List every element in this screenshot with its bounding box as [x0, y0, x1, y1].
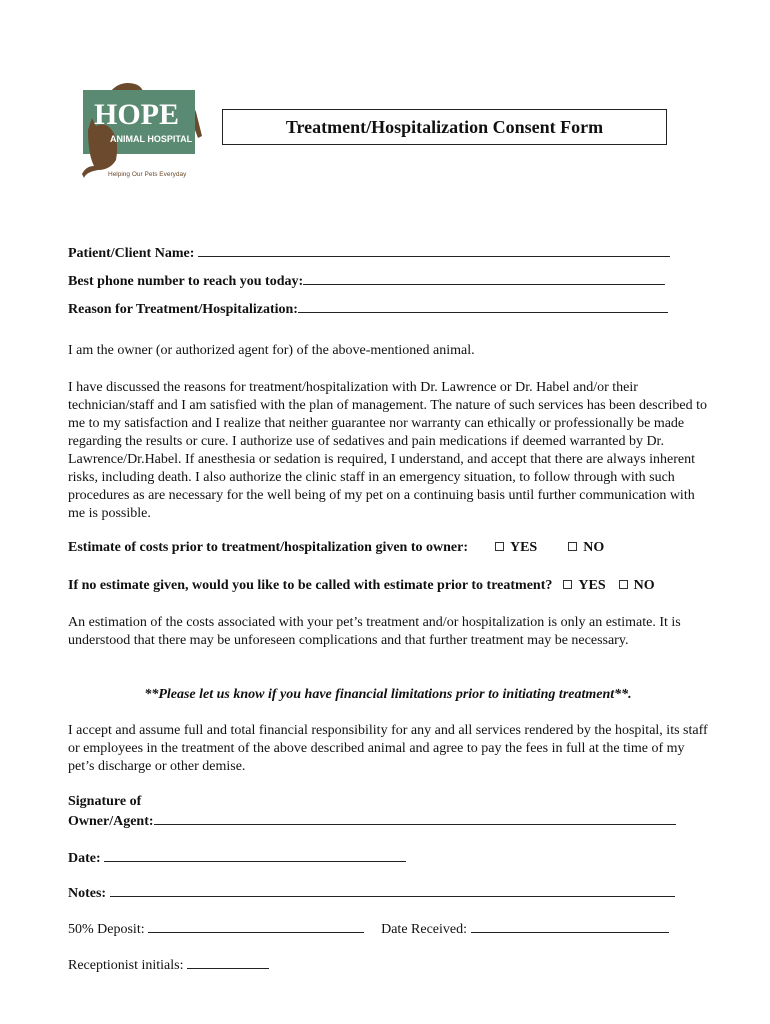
call-yes-label: YES — [578, 578, 606, 593]
form-title — [222, 109, 667, 145]
signature-label-line-2: Owner/Agent: — [68, 814, 154, 829]
responsibility-paragraph: I accept and assume full and total financial responsibility for any and all services rendered by the hospital, its staff or employees in the treatment of the above described animal and agree to pay the fees in full at the time of my pet’s discharge or other demise. — [68, 723, 708, 774]
hope-animal-hospital-logo — [80, 78, 208, 182]
notes-label: Notes: — [68, 886, 107, 901]
signature-field[interactable] — [154, 811, 676, 825]
call-question: If no estimate given, would you like to be called with estimate prior to treatment? — [68, 578, 553, 593]
form-title-text: Treatment/Hospitalization Consent Form — [285, 116, 604, 137]
reason-field[interactable] — [298, 299, 668, 313]
phone-field[interactable] — [303, 271, 665, 285]
call-yes-checkbox[interactable] — [563, 580, 572, 589]
receptionist-label: Receptionist initials: — [68, 958, 184, 973]
call-no-label: NO — [633, 578, 655, 593]
call-no-checkbox[interactable] — [619, 580, 628, 589]
phone-row — [68, 271, 665, 291]
notes-row — [68, 883, 675, 903]
reason-label: Reason for Treatment/Hospitalization: — [68, 302, 298, 317]
signature-label-line-1: Signature of — [68, 794, 142, 809]
reason-row — [68, 299, 668, 319]
financial-note: **Please let us know if you have financial limitations prior to initiating treatment**. — [144, 687, 632, 702]
logo-name: HOPE — [94, 98, 180, 131]
date-received-label: Date Received: — [381, 922, 468, 937]
estimate-no-label: NO — [583, 540, 605, 555]
estimate-row — [68, 539, 604, 557]
owner-statement: I am the owner (or authorized agent for) of the above-mentioned animal. — [68, 343, 475, 358]
patient-name-row — [68, 243, 670, 263]
estimate-paragraph: An estimation of the costs associated with your pet’s treatment and/or hospitalization is only an estimate. It is understood that there may be unforeseen complications and that further treatment may be necessary. — [68, 615, 681, 648]
discussion-paragraph: I have discussed the reasons for treatment/hospitalization with Dr. Lawrence or Dr. Habel and/or their technician/staff and I am satisfied with the plan of management. The nature of such services has been described to me to my satisfaction and I realize that neither guarantee nor warranty can ethically or professionally be made regarding the results or cure. I authorize use of sedatives and pain medications if deemed warranted by Dr. Lawrence/Dr.Habel. If anesthesia or sedation is required, I understand, and accept that there are always inherent risks, including death. I also authorize the clinic staff in an emergency situation, to follow through with such procedures as are necessary for the well being of my pet on a continuing basis until further communication with me is possible. — [68, 380, 707, 521]
signature-row — [68, 811, 676, 831]
patient-name-field[interactable] — [198, 243, 670, 257]
phone-label: Best phone number to reach you today: — [68, 274, 304, 289]
deposit-label: 50% Deposit: — [68, 922, 145, 937]
deposit-row — [68, 919, 669, 939]
logo-graphic — [80, 78, 208, 182]
estimate-yes-checkbox[interactable] — [495, 542, 504, 551]
date-field[interactable] — [104, 848, 406, 862]
receptionist-field[interactable] — [187, 955, 269, 969]
date-row — [68, 848, 406, 868]
deposit-field[interactable] — [148, 919, 364, 933]
date-label: Date: — [68, 851, 101, 866]
logo-tagline: Helping Our Pets Everyday — [108, 171, 187, 178]
notes-field[interactable] — [110, 883, 675, 897]
estimate-yes-label: YES — [509, 540, 538, 555]
receptionist-row — [68, 955, 269, 975]
date-received-field[interactable] — [471, 919, 669, 933]
patient-name-label: Patient/Client Name: — [68, 246, 195, 261]
estimate-no-checkbox[interactable] — [568, 542, 577, 551]
estimate-question: Estimate of costs prior to treatment/hospitalization given to owner: — [68, 540, 468, 555]
logo-subtitle: ANIMAL HOSPITAL — [110, 134, 193, 144]
call-row — [68, 577, 655, 595]
